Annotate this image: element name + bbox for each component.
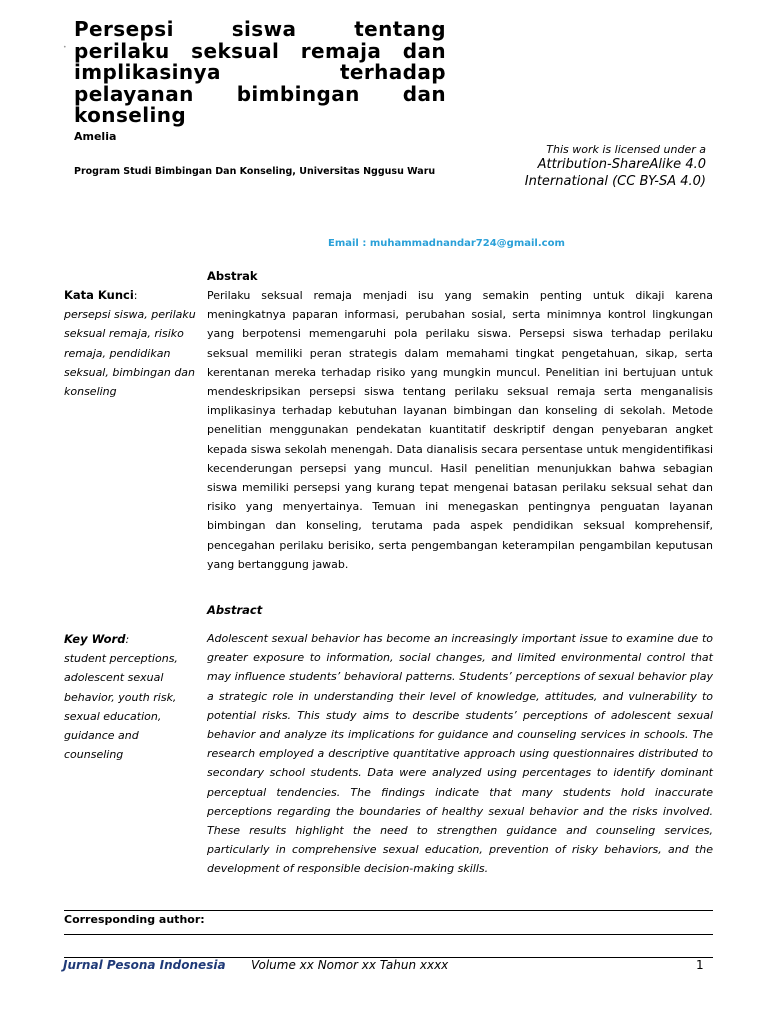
abstrak-heading: Abstrak xyxy=(207,269,258,283)
license-link[interactable]: Attribution-ShareAlike 4.0 International (CC BY-SA 4.0) xyxy=(524,157,706,189)
key-word-block xyxy=(64,630,196,764)
author-name: Amelia xyxy=(74,130,117,143)
abstract-heading: Abstract xyxy=(207,603,263,617)
footer-volume: Volume xx Nomor xx Tahun xxxx xyxy=(251,958,449,972)
key-word-colon: : xyxy=(125,633,130,646)
footer-page-number: 1 xyxy=(696,958,704,972)
kata-kunci-colon: : xyxy=(133,289,138,302)
kata-kunci-block xyxy=(64,286,196,401)
email-address[interactable]: Email : muhammadnandar724@gmail.com xyxy=(328,238,565,249)
footer-journal-name: Jurnal Pesona Indonesia xyxy=(63,958,226,972)
kata-kunci-terms: persepsi siswa, perilaku seksual remaja, risiko remaja, pendidikan seksual, bimbingan dan konseling xyxy=(64,308,196,399)
key-word-label: Key Word xyxy=(64,632,126,646)
key-word-terms: student perceptions, adolescent sexual behavior, youth risk, sexual education, guidance and counseling xyxy=(64,652,178,762)
license-intro: This work is licensed under a xyxy=(546,143,706,156)
abstract-text: Adolescent sexual behavior has become an increasingly important issue to examine due to greater exposure to information, social changes, and limited environmental control that may influence students’ behavioral patterns. Students’ perceptions of sexual behavior play a strategic role in understanding their level of knowledge, attitudes, and vulnerability to potential risks. This study aims to describe students’ perceptions of adolescent sexual behavior and analyze its implications for guidance and counseling services in schools. The research employed a descriptive quantitative approach using questionnaires distributed to secondary school students. Data were analyzed using percentages to identify dominant perceptual tendencies. The findings indicate that many students hold inaccurate perceptions regarding the boundaries of healthy sexual behavior and the risks involved. These results highlight the need to strengthen guidance and counseling services, particularly in comprehensive sexual education, prevention of risky behaviors, and the development of responsible decision-making skills. xyxy=(207,632,713,876)
abstrak-text: Perilaku seksual remaja menjadi isu yang semakin penting untuk dikaji karena meningkatnya paparan informasi, perubahan sosial, serta minimnya kontrol lingkungan yang berpotensi memengaruhi pola perilaku siswa. Persepsi siswa terhadap perilaku seksual memiliki peran strategis dalam memahami tingkat pengetahuan, sikap, serta kerentanan mereka terhadap risiko yang mungkin muncul. Penelitian ini bertujuan untuk mendeskripsikan persepsi siswa tentang perilaku seksual remaja serta menganalisis implikasinya terhadap kebutuhan layanan bimbingan dan konseling di sekolah. Metode penelitian menggunakan pendekatan kuantitatif deskriptif dengan penyebaran angket kepada siswa sekolah menengah. Data dianalisis secara persentase untuk mengidentifikasi kecenderungan persepsi yang muncul. Hasil penelitian menunjukkan bahwa sebagian siswa memiliki persepsi yang kurang tepat mengenai batasan perilaku seksual sehat dan risiko yang menyertainya. Temuan ini menegaskan pentingnya penguatan layanan bimbingan dan konseling, terutama pada aspek pendidikan seksual komprehensif, pencegahan perilaku berisiko, serta pengembangan keterampilan pengambilan keputusan yang bertanggung jawab. xyxy=(207,289,713,571)
kata-kunci-label: Kata Kunci xyxy=(64,288,134,302)
affiliation: Program Studi Bimbingan Dan Konseling, Universitas Nggusu Waru xyxy=(74,166,436,177)
divider-middle xyxy=(64,934,713,935)
divider-top xyxy=(64,910,713,911)
corresponding-author-label: Corresponding author: xyxy=(64,913,205,926)
stray-dot: • xyxy=(63,44,67,51)
paper-title: Persepsi siswa tentang perilaku seksual remaja dan implikasinya terhadap pelayanan bimbingan dan konseling xyxy=(74,19,446,127)
